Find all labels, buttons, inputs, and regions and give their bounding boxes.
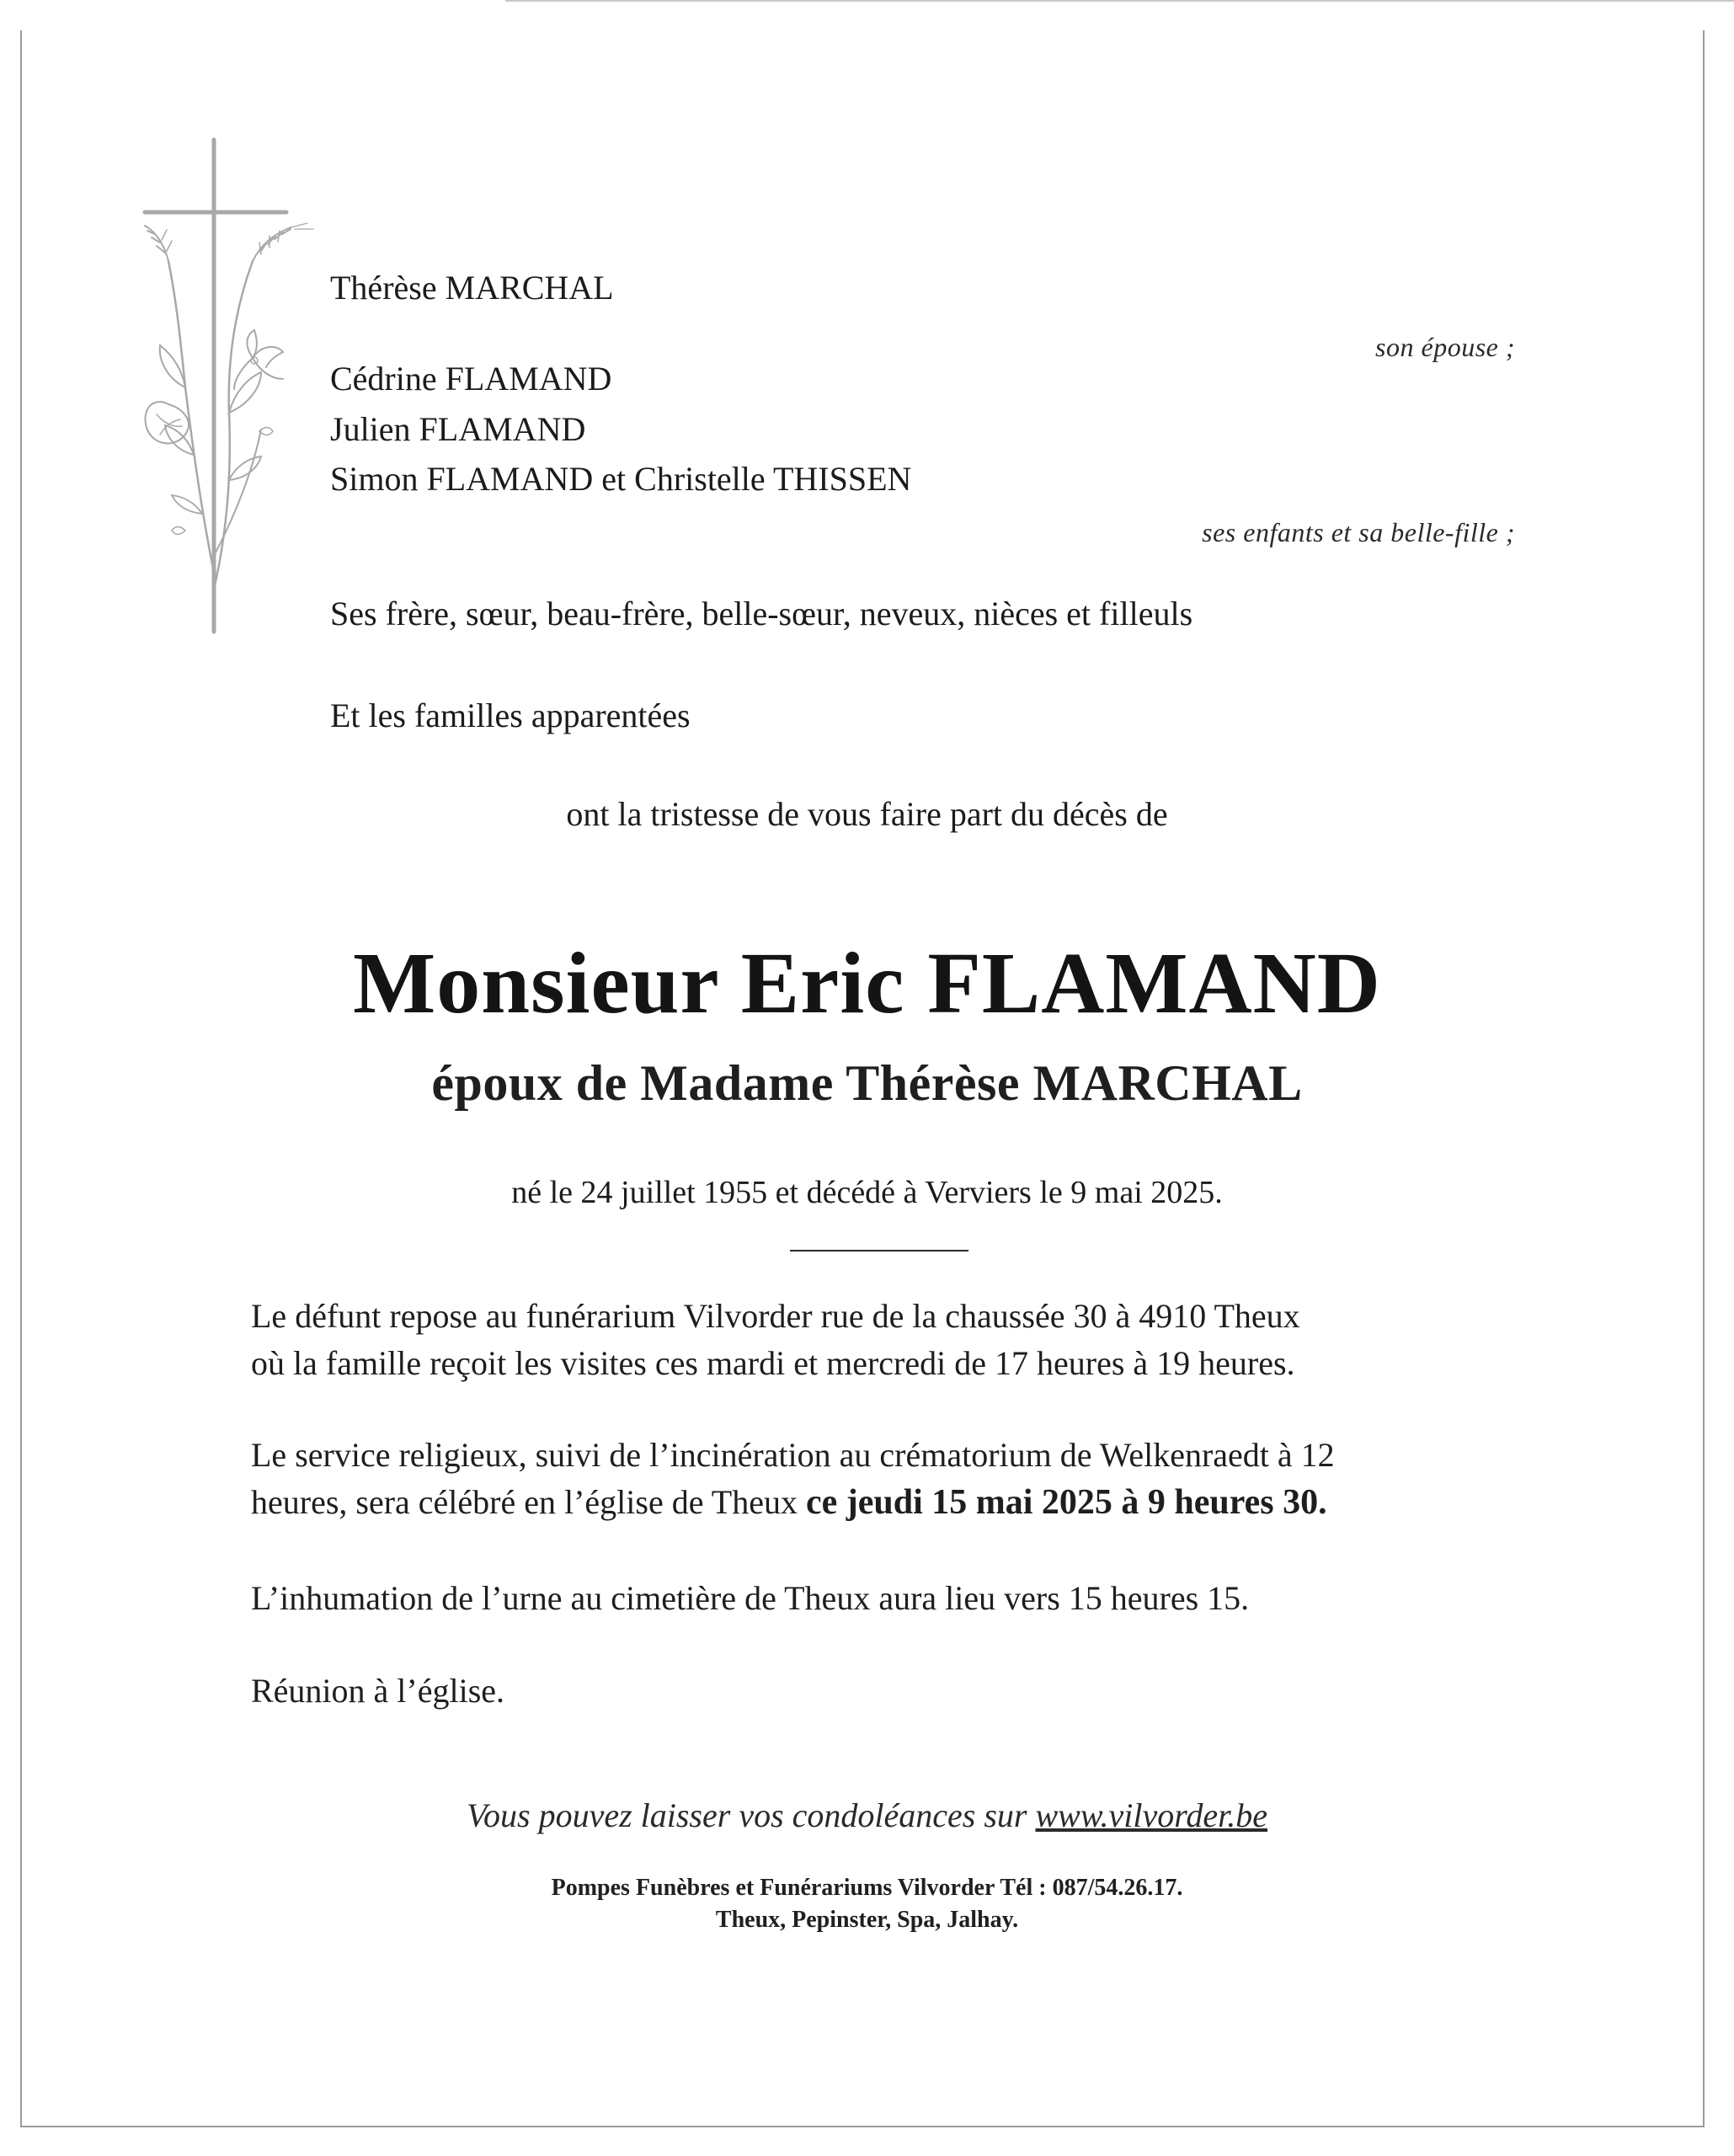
announcement-line: ont la tristesse de vous faire part du décès de — [566, 795, 1168, 833]
separator-line — [790, 1250, 968, 1251]
birth-death-dates: né le 24 juillet 1955 et décédé à Verviers le 9 mai 2025. — [511, 1175, 1223, 1210]
children-role: ses enfants et sa belle-fille ; — [1202, 517, 1515, 547]
deceased-name: Monsieur Eric FLAMAND — [353, 935, 1381, 1032]
condolences-text: Vous pouvez laisser vos condoléances sur — [467, 1796, 1036, 1834]
rest-line: où la famille reçoit les visites ces mardi et mercredi de 17 heures à 19 heures. — [251, 1344, 1295, 1382]
spouse-name: Thérèse MARCHAL — [330, 269, 614, 307]
rest-paragraph — [251, 1293, 1481, 1387]
footer-company: Pompes Funèbres et Funérariums Vilvorder Tél : 087/54.26.17. — [551, 1875, 1183, 1901]
rest-line: Le défunt repose au funérarium Vilvorder rue de la chaussée 30 à 4910 Theux — [251, 1297, 1300, 1335]
siblings-line: Ses frère, sœur, beau-frère, belle-sœur, neveux, nièces et filleuls — [330, 595, 1193, 632]
service-date-time: ce jeudi 15 mai 2025 à 9 heures 30. — [805, 1483, 1327, 1522]
spouse-role: son épouse ; — [1375, 332, 1515, 362]
service-line — [251, 1479, 1481, 1526]
top-border-line — [505, 0, 1734, 2]
reunion-line: Réunion à l’église. — [251, 1672, 505, 1710]
condolences-line — [0, 1796, 1734, 1835]
child-name: Cédrine FLAMAND — [330, 360, 612, 398]
service-text: heures, sera célébré en l’église de Theux — [251, 1483, 806, 1521]
deceased-spouse-line: époux de Madame Thérèse MARCHAL — [431, 1055, 1303, 1111]
child-name: Julien FLAMAND — [330, 410, 586, 448]
cross-with-flowers-icon — [135, 135, 328, 640]
service-line: Le service religieux, suivi de l’incinération au crématorium de Welkenraedt à 12 — [251, 1436, 1335, 1474]
footer-locations: Theux, Pepinster, Spa, Jalhay. — [715, 1907, 1019, 1933]
service-paragraph — [251, 1432, 1481, 1526]
condolences-link[interactable]: www.vilvorder.be — [1035, 1796, 1267, 1834]
burial-line: L’inhumation de l’urne au cimetière de Theux aura lieu vers 15 heures 15. — [251, 1579, 1250, 1617]
child-name: Simon FLAMAND et Christelle THISSEN — [330, 460, 912, 498]
relatives-line: Et les familles apparentées — [330, 696, 691, 734]
